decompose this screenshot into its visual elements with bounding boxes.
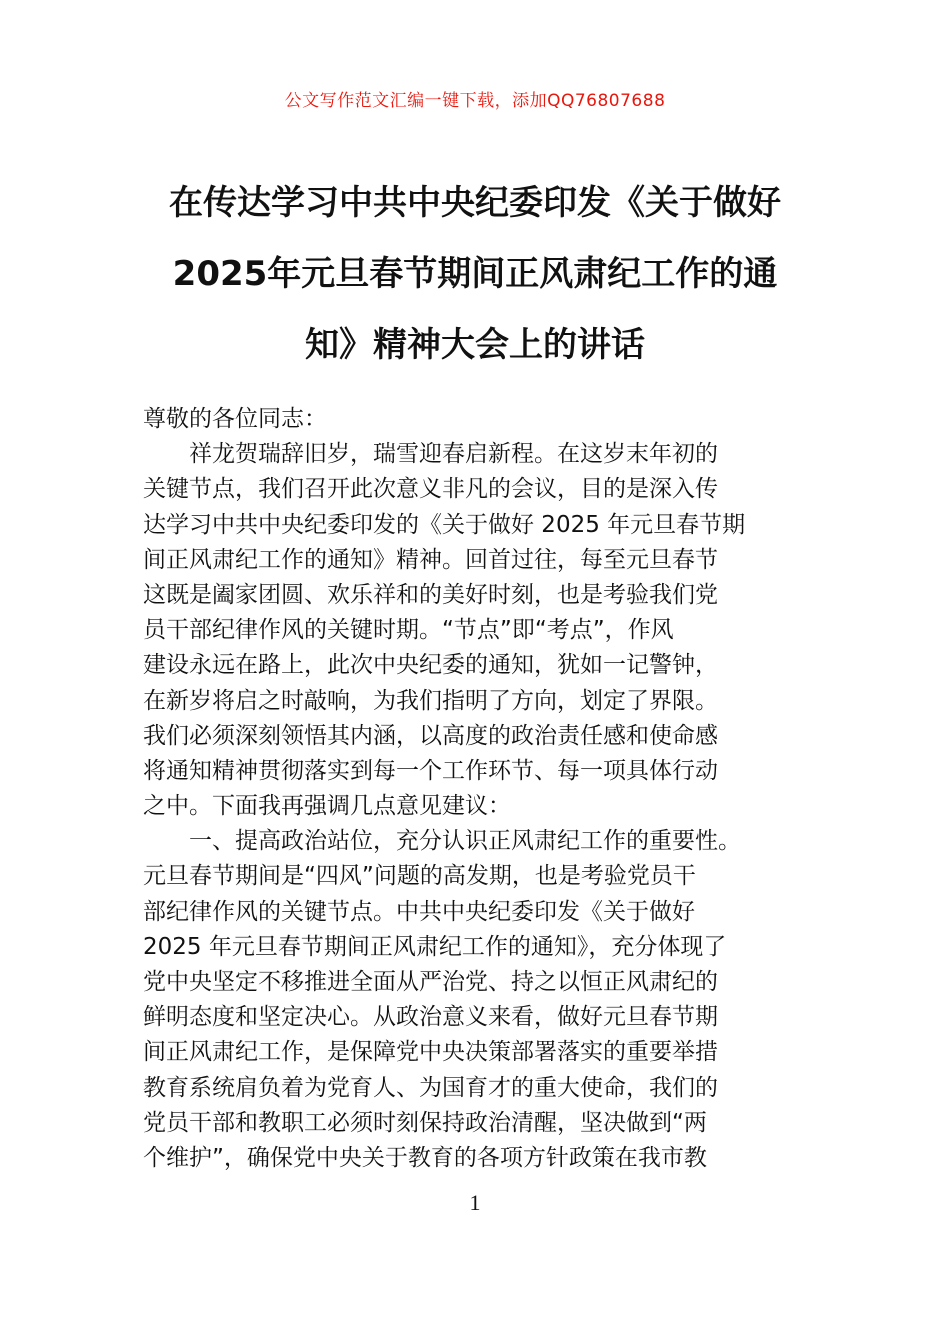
body-line: 间正风肃纪工作的通知》精神。回首过往，每至元旦春节: [143, 546, 718, 573]
body-line: 党中央坚定不移推进全面从严治党、持之以恒正风肃纪的: [143, 969, 718, 995]
body-line: 我们必须深刻领悟其内涵，以高度的政治责任感和使命感: [143, 722, 718, 749]
body-line: 间正风肃纪工作，是保障党中央决策部署落实的重要举措: [143, 1039, 718, 1066]
title-line: 2025年元旦春节期间正风肃纪工作的通: [172, 254, 778, 294]
salutation: 尊敬的各位同志：: [143, 406, 327, 432]
title-line: 在传达学习中共中央纪委印发《关于做好: [169, 183, 781, 223]
document-title: [140, 168, 810, 381]
body-line: 鲜明态度和坚定决心。从政治意义来看，做好元旦春节期: [143, 1004, 718, 1031]
body-line: 党员干部和教职工必须时刻保持政治清醒，坚决做到“两: [143, 1109, 707, 1136]
body-line: 这既是阖家团圆、欢乐祥和的美好时刻，也是考验我们党: [143, 581, 718, 608]
header-download-note: 公文写作范文汇编一键下载，添加QQ76807688: [284, 91, 666, 111]
page-number: 1: [469, 1190, 481, 1215]
body-line: 部纪律作风的关键节点。中共中央纪委印发《关于做好: [143, 898, 695, 925]
body-line: 员干部纪律作风的关键时期。“节点”即“考点”，作风: [143, 617, 674, 644]
body-line: 2025 年元旦春节期间正风肃纪工作的通知》，充分体现了: [143, 933, 727, 960]
body-line: 将通知精神贯彻落实到每一个工作环节、每一项具体行动: [143, 757, 718, 784]
body-line: 在新岁将启之时敲响，为我们指明了方向，划定了界限。: [143, 687, 718, 714]
document-body: [143, 402, 833, 1176]
body-line: 达学习中共中央纪委印发的《关于做好 2025 年元旦春节期: [143, 511, 746, 538]
body-line: 个维护”，确保党中央关于教育的各项方针政策在我市教: [143, 1144, 707, 1171]
title-line: 知》精神大会上的讲话: [305, 325, 645, 365]
body-line: 之中。下面我再强调几点意见建议：: [143, 793, 511, 820]
body-line: 关键节点，我们召开此次意义非凡的会议，目的是深入传: [143, 476, 718, 503]
body-line: 元旦春节期间是“四风”问题的高发期，也是考验党员干: [143, 863, 696, 890]
section-heading: 一、提高政治站位，充分认识正风肃纪工作的重要性。: [189, 828, 741, 855]
body-line: 建设永远在路上，此次中央纪委的通知，犹如一记警钟，: [143, 652, 718, 679]
body-line: 祥龙贺瑞辞旧岁，瑞雪迎春启新程。在这岁末年初的: [189, 441, 718, 468]
body-line: 教育系统肩负着为党育人、为国育才的重大使命，我们的: [143, 1074, 718, 1101]
